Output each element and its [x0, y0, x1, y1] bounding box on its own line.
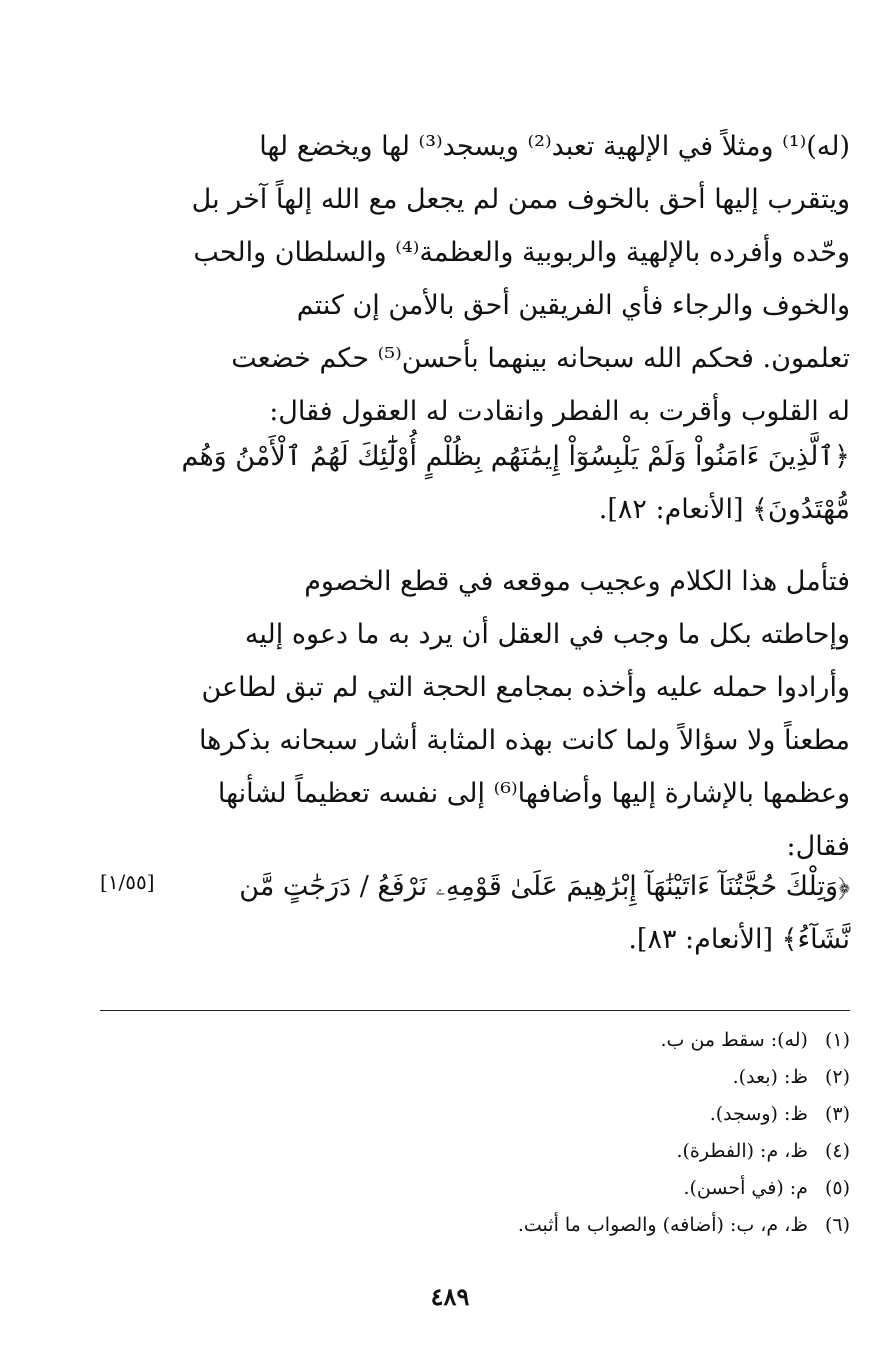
- manuscript-folio-note: [١/٥٥]: [100, 870, 155, 894]
- verse-line: ﴿وَتِلْكَ حُجَّتُنَآ ءَاتَيْنَٰهَآ إِبْرَٰهِيمَ عَلَىٰ قَوْمِهِۦ نَرْفَعُ / دَرَجَٰتٍ مَّن: [239, 871, 850, 902]
- text-line: ويتقرب إليها أحق بالخوف ممن لم يجعل مع الله إلهاً آخر بل: [191, 184, 850, 215]
- paragraph-1: [191, 120, 850, 438]
- quran-verse-1: [181, 430, 850, 536]
- text-line: وإحاطته بكل ما وجب في العقل أن يرد به ما دعوه إليه: [244, 619, 850, 650]
- footnote-text: ظ: (وسجد).: [709, 1103, 808, 1125]
- footnote-item: [100, 1022, 850, 1059]
- footnote-number: (٥): [824, 1177, 850, 1199]
- footnote-item: [100, 1170, 850, 1207]
- text-line: والخوف والرجاء فأي الفريقين أحق بالأمن إن كنتم: [296, 290, 850, 321]
- verse-line: مُّهْتَدُونَ﴾ [الأنعام: ٨٢].: [598, 494, 850, 525]
- footnote-text: م: (في أحسن).: [683, 1177, 808, 1199]
- text-line: تعلمون. فحكم الله سبحانه بينهما بأحسن⁽⁵⁾ حكم خضعت: [231, 343, 850, 374]
- footnote-item: [100, 1133, 850, 1170]
- text-line: له القلوب وأقرت به الفطر وانقادت له العقول فقال:: [269, 396, 850, 427]
- footnote-number: (٤): [824, 1140, 850, 1162]
- text-line: وأرادوا حمله عليه وأخذه بمجامع الحجة التي لم تبق لطاعن: [201, 672, 850, 703]
- footnote-text: (له): سقط من ب.: [660, 1029, 808, 1051]
- footnote-text: ظ، م، ب: (أضافه) والصواب ما أثبت.: [517, 1214, 808, 1236]
- footnote-number: (١): [824, 1029, 850, 1051]
- footnote-item: [100, 1207, 850, 1244]
- footnote-item: [100, 1059, 850, 1096]
- text-line: مطعناً ولا سؤالاً ولما كانت بهذه المثابة أشار سبحانه بذكرها: [198, 725, 850, 756]
- verse-line: نَّشَآءُ﴾ [الأنعام: ٨٣].: [628, 924, 850, 955]
- text-line: وعظمها بالإشارة إليها وأضافها⁽⁶⁾ إلى نفسه تعظيماً لشأنها: [217, 778, 850, 809]
- footnote-text: ظ، م: (الفطرة).: [676, 1140, 808, 1162]
- footnote-divider: [100, 1010, 850, 1011]
- text-line: وحّده وأفرده بالإلهية والربوبية والعظمة⁽⁴⁾ والسلطان والحب: [193, 237, 850, 268]
- text-line: فقال:: [786, 831, 850, 862]
- text-line: (له)⁽¹⁾ ومثلاً في الإلهية تعبد⁽²⁾ ويسجد⁽³⁾ لها ويخضع لها: [259, 131, 850, 162]
- page-number: ٤٨٩: [430, 1282, 470, 1311]
- footnote-number: (٢): [824, 1066, 850, 1088]
- footnotes: [100, 1022, 850, 1244]
- text-line: فتأمل هذا الكلام وعجيب موقعه في قطع الخصوم: [304, 566, 850, 597]
- footnote-item: [100, 1096, 850, 1133]
- paragraph-2: [198, 555, 850, 873]
- verse-line: ﴿ٱلَّذِينَ ءَامَنُواْ وَلَمْ يَلْبِسُوٓاْ إِيمَٰنَهُم بِظُلْمٍ أُوْلَٰٓئِكَ لَهُمُ ٱلْأَمْنُ وَهُم: [181, 441, 850, 472]
- footnote-text: ظ: (بعد).: [732, 1066, 808, 1088]
- footnote-number: (٣): [824, 1103, 850, 1125]
- quran-verse-2: [239, 860, 850, 966]
- footnote-number: (٦): [824, 1214, 850, 1236]
